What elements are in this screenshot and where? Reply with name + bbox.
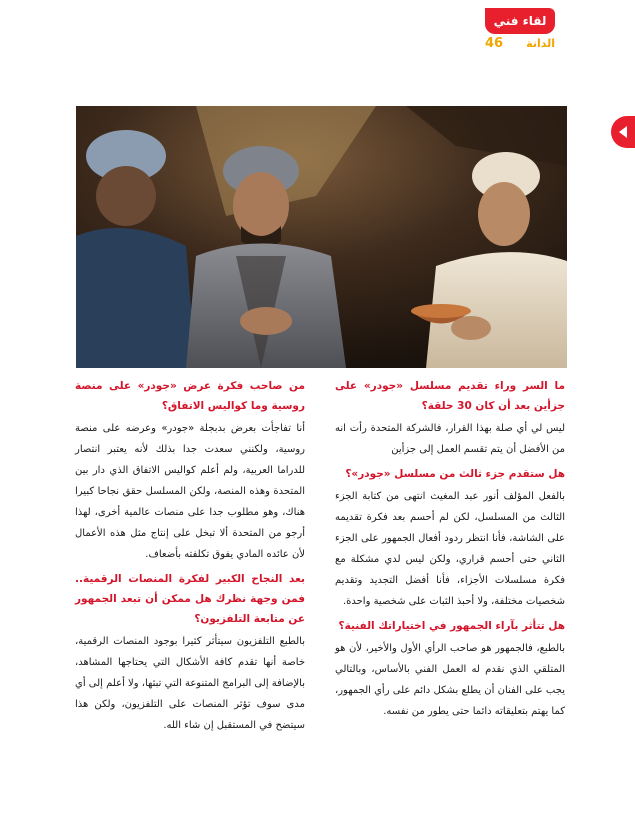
section-tag: لقاء فني	[485, 8, 555, 34]
question-5: بعد النجاح الكبير لفكرة المنصات الرقمية.. فمن وجهة نظرك هل ممكن أن تبعد الجمهور عن متابعة التلفزيون؟	[75, 573, 305, 625]
article-photo	[76, 106, 567, 368]
photo-icon	[76, 106, 567, 368]
answer-2: بالفعل المؤلف أنور عبد المغيث انتهى من كتابة الجزء الثالث من المسلسل، لكن لم أحسم بعد فكرة تقديمه على الشاشة، فأنا انتظر ردود أفعال الجمهور على الجزء الثاني حتى أحسم قراري، ولكن ليس لدي مشكلة مع فكرة مسلسلات الأجزاء، فأنا أفضل التجديد وتقديم شخصيات مختلفة، ولا أحبذ الثبات على شخصية واحدة.	[335, 491, 565, 607]
answer-5: بالطبع التلفزيون سيتأثر كثيرا بوجود المنصات الرقمية، خاصة أنها تقدم كافة الأشكال التي يحتاجها المشاهد، بالإضافة إلى البرامج المتنوعة التي تبثها، ولا أعلم إلى أي مدى سوف تؤثر المنصات على التلفزيون، ولكن هذا سيتضح في المستقبل إن شاء الله.	[75, 636, 305, 731]
answer-1: ليس لي أي صلة بهذا القرار، فالشركة المتحدة رأت انه من الأفضل أن يتم تقسم العمل إلى جزأين	[335, 423, 565, 455]
question-2: هل ستقدم جزء ثالث من مسلسل «جودر»؟	[345, 468, 565, 480]
question-4: من صاحب فكرة عرض «جودر» على منصة روسية وما كواليس الاتفاق؟	[75, 380, 305, 412]
page-header	[485, 8, 555, 50]
magazine-logo: الدانة	[526, 36, 555, 50]
answer-3: بالطبع، فالجمهور هو صاحب الرأي الأول والأخير، لأن هو المتلقي الذي نقدم له العمل الفني بالأساس، وبالتالي يجب على الفنان أن يطلع بشكل دائم على رأي الجمهور، كما يهتم بتعليقاته دائما حتى يطور من نفسه.	[335, 643, 565, 717]
page-tab-marker	[611, 116, 635, 148]
right-column	[335, 376, 565, 726]
header-sub	[485, 35, 555, 51]
question-1: ما السر وراء تقديم مسلسل «جودر» على جزأين بعد أن كان 30 حلقة؟	[335, 380, 565, 412]
left-column	[75, 376, 305, 740]
answer-4: أنا تفاجأت بعرض بدبجلة «جودر» وعرضه على منصة روسية، ولكنني سعدت جدا بذلك لأنه يعتبر انتصار للدراما العربية، ولم أعلم كواليس الاتفاق الذي دار بين المتحدة وهذه المنصة، ولكن المسلسل حقق نجاحا كبيرا هناك، وهو مطلوب جدا على منصات عالمية أخرى، لهذا أرجو من المتحدة ألا تبخل على إنتاج مثل هذه الأعمال لأن عائده المادي يفوق تكلفته بأضعاف.	[75, 423, 305, 560]
question-3: هل تتأثر بآراء الجمهور في اختياراتك الفنية؟	[338, 620, 565, 632]
page-number: 46	[485, 35, 504, 51]
